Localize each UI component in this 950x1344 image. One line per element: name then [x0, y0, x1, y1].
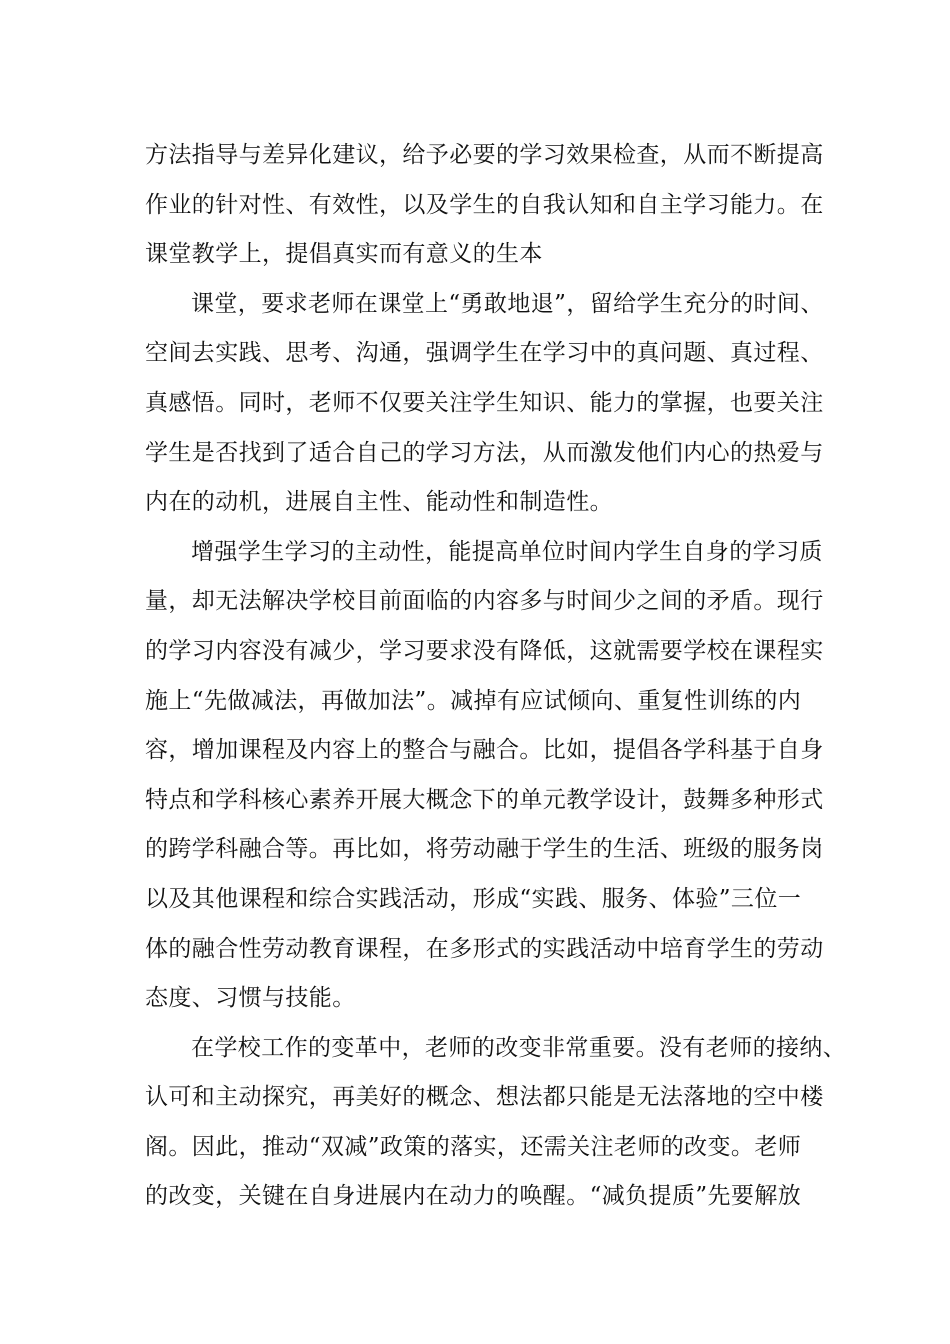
text-line: 空间去实践、思考、沟通，强调学生在学习中的真问题、真过程、 — [145, 340, 824, 367]
text-line: 态度、习惯与技能。 — [145, 985, 356, 1012]
text-line: 施上“先做减法，再做加法”。减掉有应试倾向、重复性训练的内 — [145, 687, 802, 714]
body-text — [145, 131, 845, 1222]
text-line: 的跨学科融合等。再比如，将劳动融于学生的生活、班级的服务岗 — [145, 836, 824, 863]
paragraph-4 — [145, 1024, 845, 1222]
text-line: 认可和主动探究，再美好的概念、想法都只能是无法落地的空中楼 — [145, 1084, 824, 1111]
text-line: 学生是否找到了适合自己的学习方法，从而激发他们内心的热爱与 — [145, 439, 824, 466]
text-line: 的学习内容没有减少，学习要求没有降低，这就需要学校在课程实 — [145, 637, 824, 664]
text-line: 体的融合性劳动教育课程，在多形式的实践活动中培育学生的劳动 — [145, 935, 824, 962]
text-line: 的改变，关键在自身进展内在动力的唤醒。“减负提质”先要解放 — [145, 1183, 802, 1210]
text-line: 作业的针对性、有效性，以及学生的自我认知和自主学习能力。在 — [145, 191, 824, 218]
text-line: 容，增加课程及内容上的整合与融合。比如，提倡各学科基于自身 — [145, 737, 824, 764]
text-line: 课堂教学上，提倡真实而有意义的生本 — [145, 241, 543, 268]
paragraph-1 — [145, 131, 845, 280]
text-line: 真感悟。同时，老师不仅要关注学生知识、能力的掌握，也要关注 — [145, 389, 824, 416]
paragraph-3 — [145, 528, 845, 1024]
text-line: 特点和学科核心素养开展大概念下的单元教学设计，鼓舞多种形式 — [145, 786, 824, 813]
text-line: 以及其他课程和综合实践活动，形成“实践、服务、体验”三位一 — [145, 885, 802, 912]
text-line: 阁。因此，推动“双减”政策的落实，还需关注老师的改变。老师 — [145, 1133, 802, 1160]
text-line: 量，却无法解决学校目前面临的内容多与时间少之间的矛盾。现行 — [145, 588, 824, 615]
text-line: 课堂，要求老师在课堂上“勇敢地退”，留给学生充分的时间、 — [191, 290, 824, 317]
text-line: 在学校工作的变革中，老师的改变非常重要。没有老师的接纳、 — [191, 1034, 847, 1061]
text-line: 增强学生学习的主动性，能提高单位时间内学生自身的学习质 — [191, 538, 823, 565]
paragraph-2 — [145, 280, 845, 528]
text-line: 内在的动机，进展自主性、能动性和制造性。 — [145, 489, 613, 516]
text-line: 方法指导与差异化建议，给予必要的学习效果检查，从而不断提高 — [145, 142, 824, 168]
